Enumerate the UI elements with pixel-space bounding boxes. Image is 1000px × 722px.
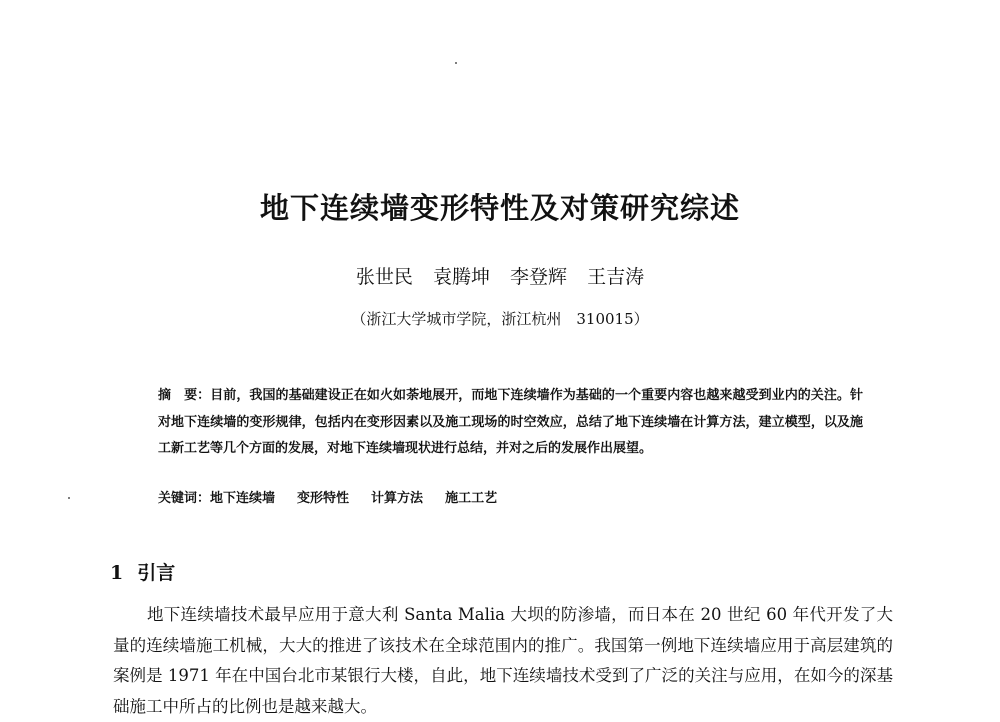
keyword: 地下连续墙	[210, 491, 276, 506]
keyword: 计算方法	[371, 491, 424, 506]
author-name: 张世民	[355, 266, 413, 288]
author-list	[0, 262, 1000, 289]
affiliation: （浙江大学城市学院，浙江杭州 310015）	[351, 310, 649, 328]
keywords-label: 关键词：	[158, 491, 211, 506]
scan-speck	[68, 497, 70, 499]
scan-speck	[455, 62, 457, 64]
author-name: 袁腾坤	[432, 266, 490, 288]
abstract-text: 目前，我国的基础建设正在如火如荼地展开，而地下连续墙作为基础的一个重要内容也越来越受到业内的关注。针对地下连续墙的变形规律，包括内在变形因素以及施工现场的时空效应，总结了地下连续墙在计算方法，建立模型，以及施工新工艺等几个方面的发展，对地下连续墙现状进行总结，并对之后的发展作出展望。	[158, 388, 863, 456]
abstract-label: 摘 要：	[158, 388, 211, 403]
author-name: 王吉涛	[587, 266, 645, 288]
keywords	[158, 487, 863, 506]
body-paragraph: 地下连续墙技术最早应用于意大利 Santa Malia 大坝的防渗墙，而日本在 20 世纪 60 年代开发了大量的连续墙施工机械，大大的推进了该技术在全球范围内的推广。我国第一例地下连续墙应用于高层建筑的案例是 1971 年在中国台北市某银行大楼，自此，地下连续墙技术受到了广泛的关注与应用，在如今的深基础施工中所占的比例也是越来越大。	[113, 605, 893, 716]
section-number: 1	[110, 562, 124, 584]
keyword: 施工工艺	[445, 491, 498, 506]
author-name: 李登辉	[510, 266, 568, 288]
abstract	[158, 383, 863, 463]
section-heading	[110, 558, 175, 585]
paper-title: 地下连续墙变形特性及对策研究综述	[259, 191, 740, 225]
section-title: 引言	[137, 562, 176, 584]
keyword: 变形特性	[297, 491, 350, 506]
